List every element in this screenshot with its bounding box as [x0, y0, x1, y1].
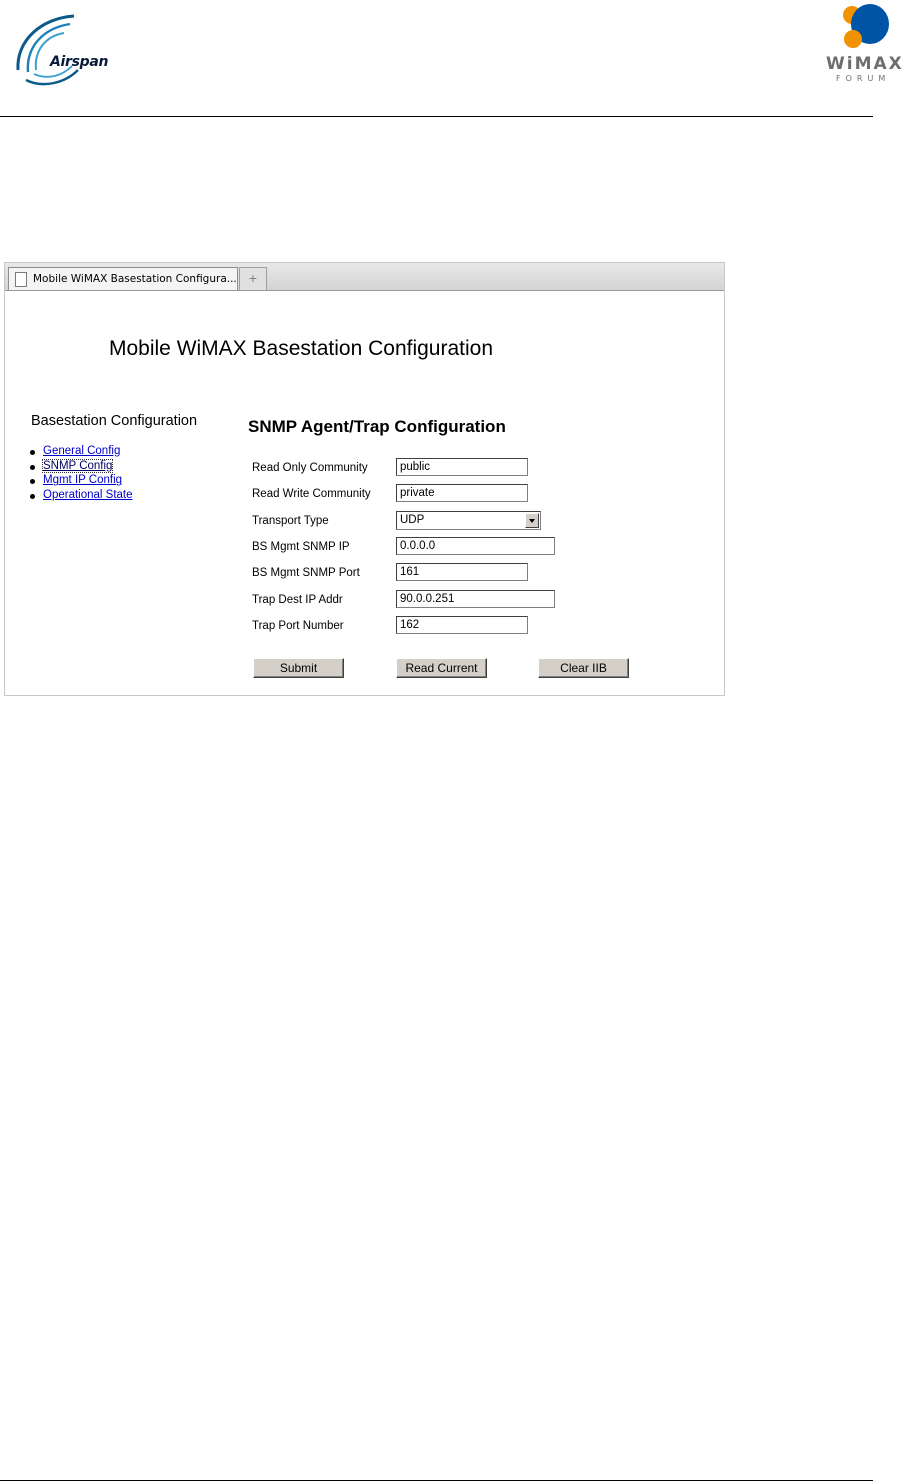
- trap-port-number-input[interactable]: 162: [396, 616, 528, 634]
- nav-item-mgmt-ip-config: [27, 474, 133, 489]
- browser-tab-bar: [5, 263, 724, 291]
- nav-link-snmp-config[interactable]: SNMP Config: [43, 459, 113, 472]
- document-header: [0, 0, 906, 118]
- nav-item-general-config: [27, 445, 133, 460]
- read-current-button[interactable]: Read Current: [396, 658, 487, 678]
- airspan-logo: [12, 12, 122, 88]
- header-divider: [0, 116, 873, 117]
- bs-mgmt-snmp-ip-label: BS Mgmt SNMP IP: [252, 541, 350, 553]
- read-only-community-input[interactable]: public: [396, 458, 528, 476]
- nav-heading: Basestation Configuration: [31, 413, 198, 429]
- page-title: Mobile WiMAX Basestation Configuration: [109, 337, 494, 360]
- transport-type-select[interactable]: [396, 511, 541, 530]
- bs-mgmt-snmp-port-label: BS Mgmt SNMP Port: [252, 567, 360, 579]
- nav-item-operational-state: [27, 489, 133, 504]
- page-icon: [15, 272, 27, 287]
- forum-wordmark: FORUM: [836, 74, 891, 83]
- plus-icon: +: [248, 272, 258, 285]
- section-heading: SNMP Agent/Trap Configuration: [248, 417, 506, 436]
- browser-tab[interactable]: [8, 267, 238, 290]
- transport-type-label: Transport Type: [252, 515, 329, 527]
- wimax-dots-icon: [822, 2, 906, 54]
- trap-dest-ip-input[interactable]: 90.0.0.251: [396, 590, 555, 608]
- read-write-community-input[interactable]: private: [396, 484, 528, 502]
- trap-dest-ip-label: Trap Dest IP Addr: [252, 594, 343, 606]
- airspan-wordmark: Airspan: [50, 54, 109, 70]
- clear-iib-button[interactable]: Clear IIB: [538, 658, 629, 678]
- submit-button[interactable]: Submit: [253, 658, 344, 678]
- bs-mgmt-snmp-ip-input[interactable]: 0.0.0.0: [396, 537, 555, 555]
- footer-divider: [0, 1480, 873, 1481]
- browser-window: [4, 262, 725, 696]
- wimax-wordmark: WiMAX: [826, 54, 904, 74]
- nav-link-general-config[interactable]: General Config: [43, 445, 121, 457]
- new-tab-button[interactable]: [239, 267, 267, 290]
- transport-type-value: UDP: [400, 514, 425, 526]
- nav-link-mgmt-ip-config[interactable]: Mgmt IP Config: [43, 474, 123, 487]
- wimax-forum-logo: [822, 2, 906, 86]
- trap-port-number-label: Trap Port Number: [252, 620, 344, 632]
- bs-mgmt-snmp-port-input[interactable]: 161: [396, 563, 528, 581]
- nav-item-snmp-config: [27, 460, 133, 475]
- nav-list: [27, 445, 133, 504]
- chevron-down-icon[interactable]: [525, 513, 539, 528]
- airspan-arcs-icon: [12, 12, 122, 88]
- nav-link-operational-state[interactable]: Operational State: [43, 489, 133, 502]
- read-only-community-label: Read Only Community: [252, 462, 368, 474]
- tab-title: Mobile WiMAX Basestation Configura...: [33, 273, 237, 285]
- read-write-community-label: Read Write Community: [252, 488, 371, 500]
